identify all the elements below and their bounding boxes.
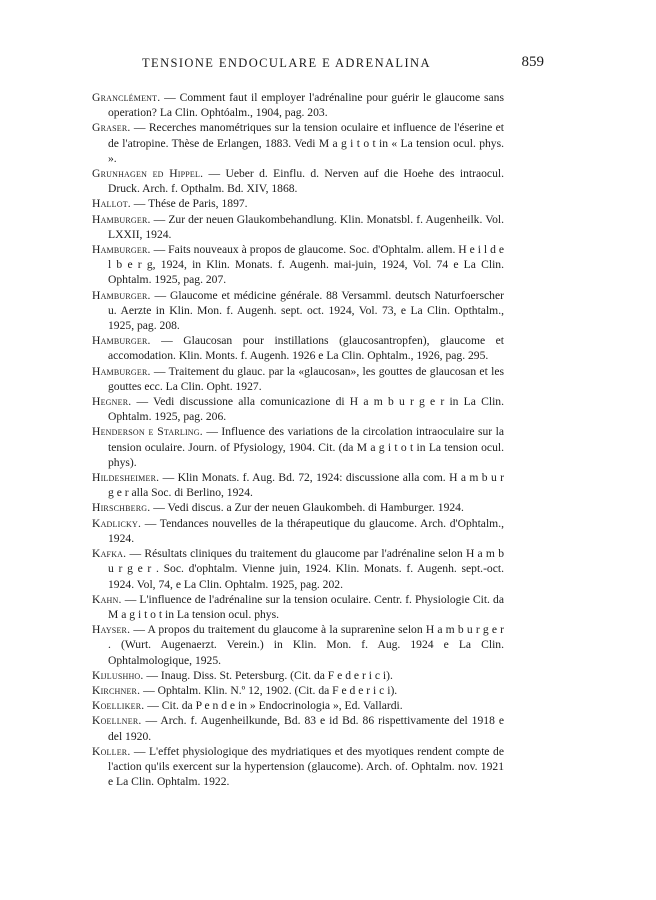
entry-text: — Inaug. Diss. St. Petersburg. (Cit. da F e d e r i c i). (143, 668, 393, 682)
bibliography-entry (92, 364, 504, 394)
entry-text: — Arch. f. Augenheilkunde, Bd. 83 e id Bd. 86 rispettivamente del 1918 e del 1920. (108, 714, 504, 743)
bibliography-entry (92, 394, 504, 424)
bibliography-entry (92, 622, 504, 668)
entry-text: — Glaucosan pour instillations (glaucosantropfen), glaucome et accomodation. Klin. Monts. f. Augenh. 1926 e La Clin. Ophtalm., 1926, pag. 295. (108, 334, 504, 363)
bibliography-entry (92, 744, 504, 790)
entry-text: — Klin Monats. f. Aug. Bd. 72, 1924: discussione alla com. H a m b u r g e r alla Soc. di Berlino, 1924. (108, 471, 504, 500)
entry-author: Hayser. (92, 623, 131, 637)
bibliography-entry (92, 470, 504, 500)
entry-text: — Ueber d. Einflu. d. Nerven auf die Hoehe des intraocul. Druck. Arch. f. Opthalm. Bd. XIV, 1868. (108, 167, 504, 196)
entry-text: — Glaucome et médicine générale. 88 Versamml. deutsch Naturfoerscher u. Aerzte in Klin. Mon. f. Augenh. sept. oct. 1924, Vol. 73, e La Clin. Opthtalm., 1925, pag. 208. (108, 288, 504, 333)
entry-text: — A propos du traitement du glaucome à la suprarenìne selon H a m b u r g e r . (Wurt. Augenaerzt. Verein.) in Klin. Mon. f. Aug. 1924 e La Clin. Ophtalmologique, 1925. (108, 623, 504, 667)
entry-text: — Faits nouveaux à propos de glaucome. Soc. d'Ophtalm. allem. H e i l d e l b e r g, 1924, in Klin. Monats. f. Augenh. mai-juin, 1924, Vol. 74 e La Clin. Ophtalm. 1925, pag. 207. (108, 243, 504, 287)
entry-author: Koller. (92, 744, 131, 758)
entry-text: — Comment faut il employer l'adrénaline pour guérir le glaucome sans operation? La Clin. Ophtóalm., 1904, pag. 203. (108, 91, 504, 120)
bibliography-entry (92, 288, 504, 334)
entry-author: Hildesheimer. (92, 471, 160, 485)
entry-author: Hamburger. (92, 364, 151, 378)
entry-author: Koellner. (92, 714, 142, 728)
entry-author: Kijlushho. (92, 668, 144, 682)
entry-author: Hamburger. (92, 334, 151, 348)
page-number: 859 (521, 54, 544, 70)
entry-author: Graser. (92, 121, 131, 135)
entry-author: Koelliker. (92, 699, 145, 713)
entry-author: Kahn. (92, 592, 122, 606)
entry-text: — Vedi discussione alla comunicazione di H a m b u r g e r in La Clin. Ophtalm. 1925, pag. 206. (108, 395, 504, 424)
entry-author: Hamburger. (92, 243, 151, 257)
bibliography-entry (92, 212, 504, 242)
entry-text: — Recerches manométriques sur la tension oculaire et influence de l'éserine et de l'atropine. Thèse de Erlangen, 1883. Vedi M a g i t o t in « La tension ocul. phys. ». (108, 121, 504, 165)
entry-text: — L'influence de l'adrénaline sur la tension oculaire. Centr. f. Physiologie Cit. da M a g i t o t in La tension ocul. phys. (108, 592, 504, 621)
entry-author: Hallot. (92, 197, 131, 211)
entry-text: — Tendances nouvelles de la thérapeutique du glaucome. Arch. d'Ophtalm., 1924. (108, 516, 504, 545)
bibliography-entry (92, 166, 504, 196)
bibliography-entry (92, 592, 504, 622)
entry-author: Kadlicky. (92, 516, 142, 530)
entry-author: Hamburger. (92, 212, 151, 226)
entry-author: Hirschberg. (92, 501, 151, 515)
bibliography-entry (92, 546, 504, 592)
running-title: TENSIONE ENDOCULARE E ADRENALINA (142, 56, 431, 70)
bibliography-entry (92, 90, 504, 120)
bibliography-entry (92, 668, 504, 683)
entry-text: — Cit. da P e n d e in » Endocrinologia », Ed. Vallardi. (144, 699, 403, 713)
bibliography-entry (92, 683, 504, 698)
bibliography-entry (92, 333, 504, 363)
entry-author: Henderson e Starling. (92, 425, 203, 439)
entry-text: — Influence des variations de la circolation intraoculaire sur la tension oculaire. Journ. of Pfysiology, 1904. Cit. (da M a g i t o t in La tension ocul. phys). (108, 425, 504, 469)
bibliography-entry (92, 500, 504, 515)
entry-text: — Zur der neuen Glaukombehandlung. Klin. Monatsbl. f. Augenheilk. Vol. LXXII, 1924. (108, 212, 504, 241)
running-head (92, 54, 544, 74)
bibliography-entry (92, 424, 504, 470)
entry-author: Hegner. (92, 395, 132, 409)
entry-text: — Thése de Paris, 1897. (130, 197, 248, 211)
entry-author: Kirchner. (92, 683, 141, 697)
bibliography-entry (92, 196, 504, 211)
bibliography-entry (92, 698, 504, 713)
bibliography-list (92, 90, 504, 789)
entry-author: Hamburger. (92, 288, 151, 302)
entry-text: — Vedi discus. a Zur der neuen Glaukombeh. di Hamburger. 1924. (150, 501, 464, 515)
bibliography-entry (92, 242, 504, 288)
bibliography-entry (92, 713, 504, 743)
bibliography-entry (92, 120, 504, 166)
entry-text: — Traitement du glauc. par la «glaucosan», les gouttes de glaucosan et les gouttes ecc. La Clin. Opht. 1927. (108, 364, 504, 393)
entry-author: Granclément. (92, 91, 161, 104)
entry-author: Grunhagen ed Hippel. (92, 167, 204, 181)
entry-text: — Résultats cliniques du traitement du glaucome par l'adrénaline selon H a m b u r g e r . Soc. d'ophtalm. Vienne juin, 1924. Klin. Monats. f. Augenh. sept.-oct. 1924. Vol, 74, e La Clin. Ophtalm. 1925, pag. 202. (108, 547, 504, 591)
bibliography-entry (92, 516, 504, 546)
entry-text: — Ophtalm. Klin. N.º 12, 1902. (Cit. da F e d e r i c i). (140, 683, 398, 697)
entry-text: — L'effet physiologique des mydriatiques et des myotiques rendent compte de l'action qu'ils exercent sur la hypertension (glaucome). Arch. of. Ophtalm. nov. 1921 e La Clin. Ophtalm. 1922. (108, 744, 504, 789)
entry-author: Kafka. (92, 547, 127, 561)
